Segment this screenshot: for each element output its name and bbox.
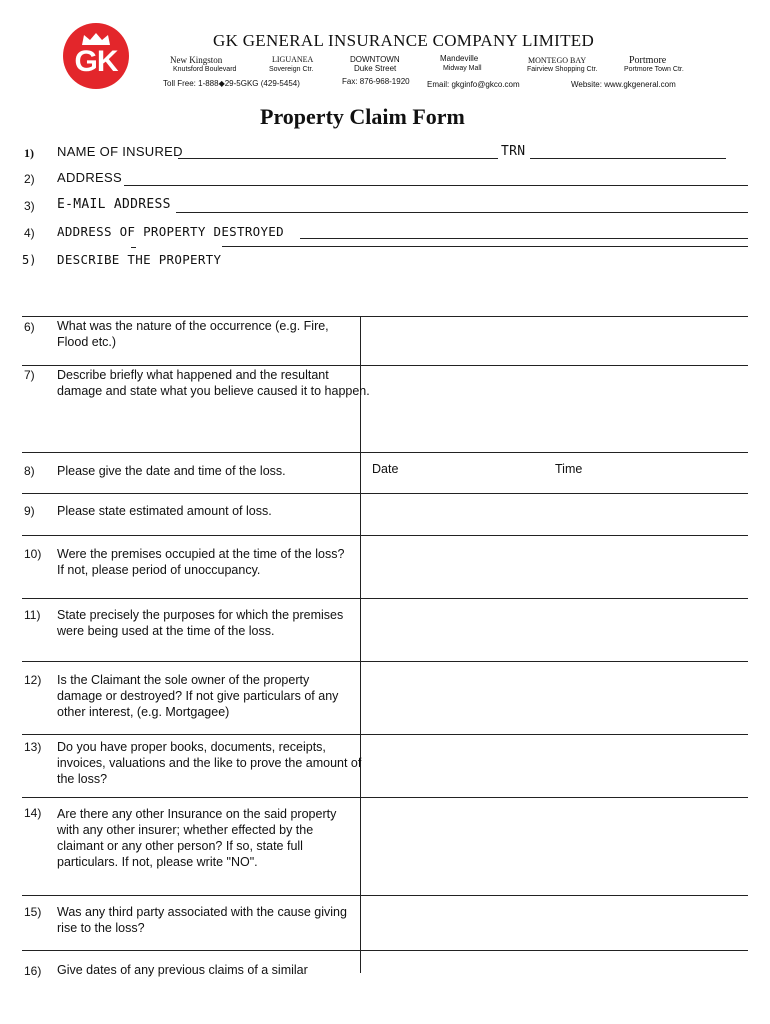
row-divider (22, 661, 748, 662)
email-address-label: E-MAIL ADDRESS (57, 197, 171, 212)
question-text: Describe briefly what happened and the resultant damage and state what you believe caused it to happen. (57, 368, 370, 398)
form-title: Property Claim Form (260, 104, 465, 129)
row-divider (22, 950, 748, 951)
answer-field-q7[interactable] (380, 385, 748, 450)
branch-name: MONTEGO BAY (528, 56, 587, 65)
question-number: 9) (24, 504, 35, 518)
row-divider (22, 797, 748, 798)
question-text: Do you have proper books, documents, receipts, invoices, valuations and the like to prove the amount of the loss? (57, 740, 362, 786)
time-label: Time (555, 462, 583, 476)
question-text: Is the Claimant the sole owner of the property damage or destroyed? If not give particulars of any other interest, (e.g. Mortgagee) (57, 673, 339, 719)
fax-number: Fax: 876-968-1920 (342, 77, 410, 86)
logo-text: GK (74, 45, 118, 78)
field-number: 4) (24, 226, 35, 240)
branch-address: Sovereign Ctr. (269, 66, 314, 73)
question-text: Was any third party associated with the cause giving rise to the loss? (57, 905, 347, 935)
crown-icon (82, 33, 110, 45)
branch-name: Portmore (629, 55, 667, 66)
question-number: 11) (24, 608, 41, 622)
company-name: GK GENERAL INSURANCE COMPANY LIMITED (213, 31, 595, 50)
answer-field-q15[interactable] (362, 897, 748, 949)
branch-name: DOWNTOWN (350, 55, 400, 64)
branch-address: Midway Mall (443, 65, 482, 72)
answer-field-q10[interactable] (362, 537, 748, 597)
stray-mark (131, 247, 136, 248)
property-address-field-line2[interactable] (222, 246, 748, 247)
row-divider (22, 535, 748, 536)
date-label: Date (372, 462, 399, 476)
row-divider (22, 734, 748, 735)
describe-property-label: DESCRIBE THE PROPERTY (57, 252, 222, 267)
question-number: 6) (24, 320, 35, 334)
row-divider (22, 365, 748, 366)
question-text: Give dates of any previous claims of a similar (57, 963, 308, 977)
question-text: What was the nature of the occurrence (e.g. Fire, Flood etc.) (57, 319, 329, 349)
branch-address: Portmore Town Ctr. (624, 66, 684, 73)
branch-name: New Kingston (170, 55, 223, 65)
company-logo (63, 23, 129, 89)
name-of-insured-label: NAME OF INSURED (57, 144, 183, 159)
field-number: 5) (22, 253, 37, 267)
property-address-field[interactable] (300, 238, 748, 239)
question-number: 14) (24, 806, 42, 820)
column-divider (360, 317, 361, 973)
question-number: 7) (24, 368, 35, 382)
branch-name: LIGUANEA (272, 55, 314, 64)
branch-name: Mandeville (440, 54, 479, 63)
row-divider (22, 493, 748, 494)
answer-field-q12[interactable] (362, 663, 748, 733)
question-number: 10) (24, 547, 42, 561)
describe-property-field[interactable] (22, 316, 748, 317)
answer-field-q14[interactable] (362, 799, 748, 894)
trn-label: TRN (501, 144, 526, 159)
answer-field-q9[interactable] (362, 495, 748, 535)
answer-field-q16[interactable] (362, 952, 748, 973)
question-text: Are there any other Insurance on the said property with any other insurer; whether effected by the claimant or any other person? If so, state full particulars. If not, please write "NO". (57, 807, 337, 869)
field-number: 3) (24, 199, 35, 213)
branch-address: Duke Street (354, 64, 397, 73)
time-field[interactable] (590, 458, 748, 492)
question-number: 16) (24, 964, 42, 978)
answer-field-q13[interactable] (372, 736, 748, 796)
toll-free-number: Toll Free: 1-888◆29-5GKG (429-5454) (163, 79, 300, 88)
branch-address: Fairview Shopping Ctr. (527, 66, 598, 73)
question-number: 8) (24, 464, 35, 478)
question-text: Were the premises occupied at the time of the loss? If not, please period of unoccupancy. (57, 547, 345, 577)
question-number: 15) (24, 905, 42, 919)
question-text: Please state estimated amount of loss. (57, 504, 272, 518)
field-number: 2) (24, 172, 35, 186)
email-address-field[interactable] (176, 212, 748, 213)
question-number: 12) (24, 673, 42, 687)
row-divider (22, 452, 748, 453)
row-divider (22, 598, 748, 599)
branch-address: Knutsford Boulevard (173, 66, 237, 73)
property-address-label: ADDRESS OF PROPERTY DESTROYED (57, 224, 284, 239)
name-of-insured-field[interactable] (178, 158, 498, 159)
website-link[interactable]: Website: www.gkgeneral.com (571, 80, 676, 89)
field-number: 1) (24, 146, 34, 160)
answer-field-q11[interactable] (362, 600, 748, 660)
date-field[interactable] (410, 458, 550, 492)
answer-field-q6[interactable] (362, 318, 748, 364)
address-label: ADDRESS (57, 170, 122, 185)
address-field[interactable] (124, 185, 748, 186)
question-number: 13) (24, 740, 42, 754)
email-address[interactable]: Email: gkginfo@gkco.com (427, 80, 520, 89)
question-text: State precisely the purposes for which the premises were being used at the time of the loss. (57, 608, 344, 638)
trn-field[interactable] (530, 158, 726, 159)
question-text: Please give the date and time of the loss. (57, 464, 286, 478)
row-divider (22, 895, 748, 896)
